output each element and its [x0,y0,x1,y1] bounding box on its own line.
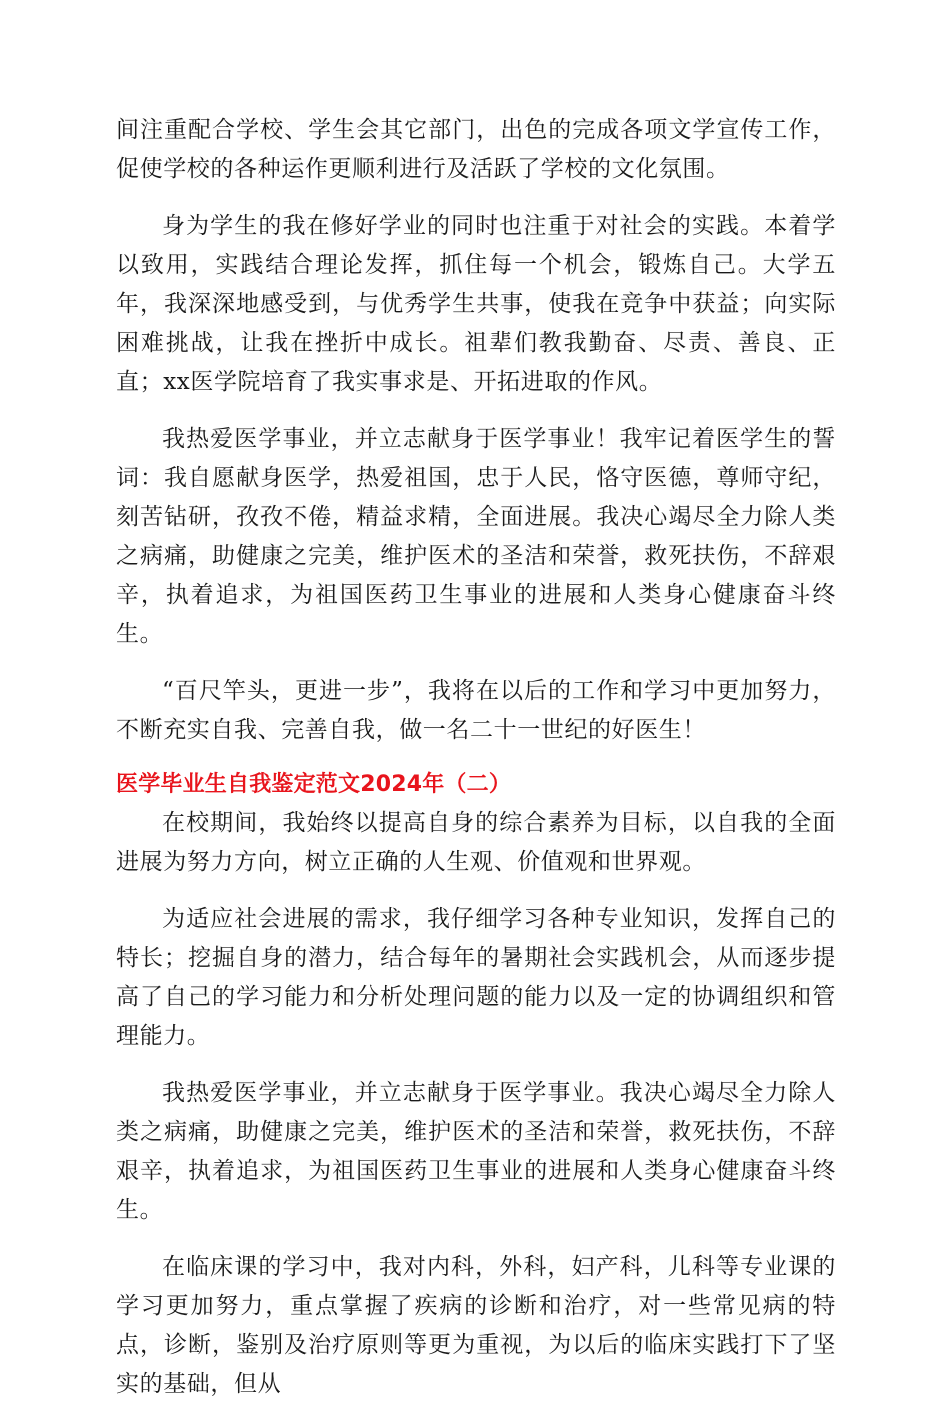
paragraph-dedication: 我热爱医学事业，并立志献身于医学事业。我决心竭尽全力除人类之病痛，助健康之完美，维护医术的圣洁和荣誉，救死扶伤，不辞艰辛，执着追求，为祖国医药卫生事业的进展和人类身心健康奋斗终生。 [116,1080,836,1223]
paragraph-medical-oath: 我热爱医学事业，并立志献身于医学事业！我牢记着医学生的誓词：我自愿献身医学，热爱祖国，忠于人民，恪守医德，尊师守纪，刻苦钻研，孜孜不倦，精益求精，全面进展。我决心竭尽全力除人类之病痛，助健康之完美，维护医术的圣洁和荣誉，救死扶伤，不辞艰辛，执着追求，为祖国医药卫生事业的进展和人类身心健康奋斗终生。 [116,426,836,647]
paragraph-resolution: “百尺竿头，更进一步”，我将在以后的工作和学习中更加努力，不断充实自我、完善自我，做一名二十一世纪的好医生！ [116,678,836,743]
paragraph-school-period: 在校期间，我始终以提高自身的综合素养为目标，以自我的全面进展为努力方向，树立正确的人生观、价值观和世界观。 [116,810,836,875]
paragraph-continuation: 间注重配合学校、学生会其它部门，出色的完成各项文学宣传工作，促使学校的各种运作更顺利进行及活跃了学校的文化氛围。 [116,117,836,182]
document-body [116,111,836,1422]
paragraph-study-skills: 为适应社会进展的需求，我仔细学习各种专业知识，发挥自己的特长；挖掘自身的潜力，结合每年的暑期社会实践机会，从而逐步提高了自己的学习能力和分析处理问题的能力以及一定的协调组织和管理能力。 [116,906,836,1049]
paragraph-practice: 身为学生的我在修好学业的同时也注重于对社会的实践。本着学以致用，实践结合理论发挥，抓住每一个机会，锻炼自己。大学五年，我深深地感受到，与优秀学生共事，使我在竞争中获益；向实际困难挑战，让我在挫折中成长。祖辈们教我勤奋、尽责、善良、正直；xx医学院培育了我实事求是、开拓进取的作风。 [116,213,836,395]
paragraph-clinical-study: 在临床课的学习中，我对内科，外科，妇产科，儿科等专业课的学习更加努力，重点掌握了疾病的诊断和治疗，对一些常见病的特点，诊断，鉴别及治疗原则等更为重视，为以后的临床实践打下了坚实的基础，但从 [116,1254,836,1397]
section-heading: 医学毕业生自我鉴定范文2024年（二） [116,772,512,797]
